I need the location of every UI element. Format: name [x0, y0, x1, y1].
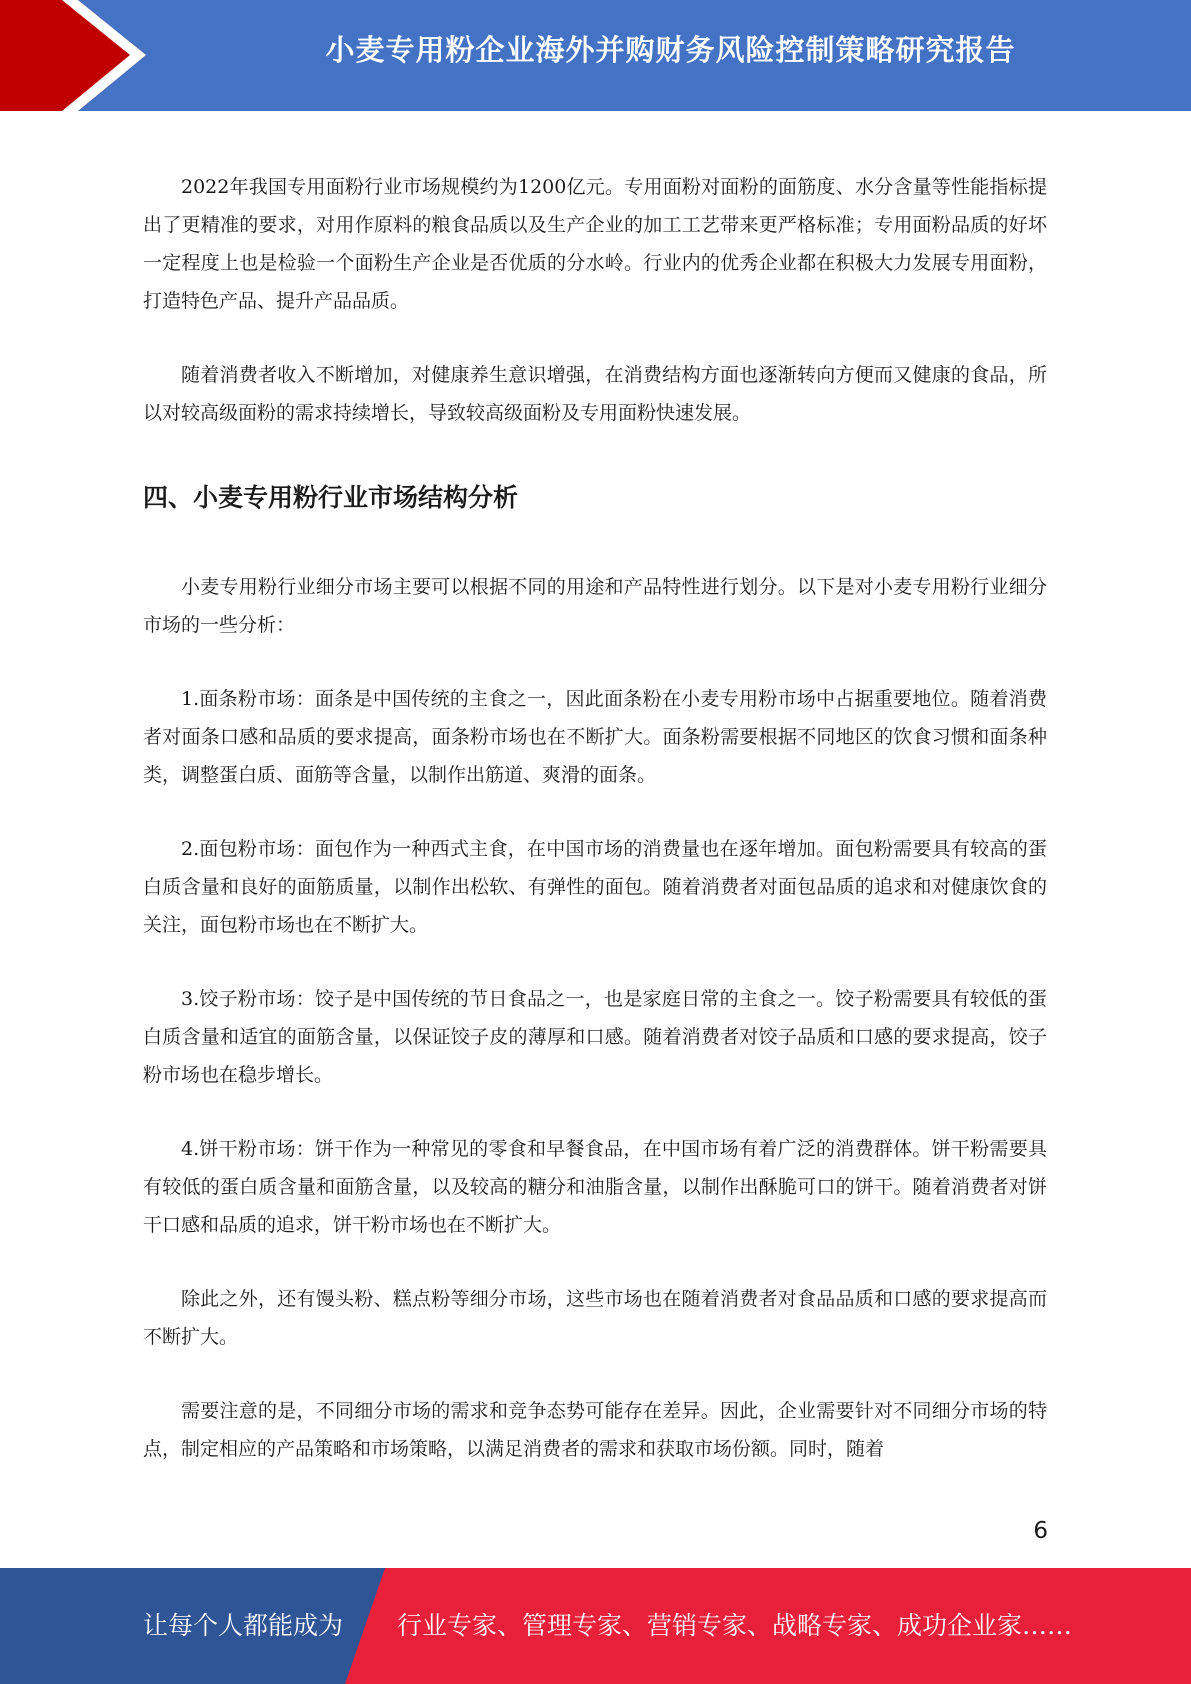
- paragraph-market-size: 2022年我国专用面粉行业市场规模约为1200亿元。专用面粉对面粉的面筋度、水分含量等性能指标提出了更精准的要求，对用作原料的粮食品质以及生产企业的加工工艺带来更严格标准；专用面粉品质的好坏一定程度上也是检验一个面粉生产企业是否优质的分水岭。行业内的优秀企业都在积极大力发展专用面粉，打造特色产品、提升产品品质。: [143, 176, 1047, 312]
- page-number: 6: [1033, 1518, 1048, 1544]
- footer-slogan-right: 行业专家、管理专家、营销专家、战略专家、成功企业家……: [397, 1611, 1073, 1640]
- paragraph-other-segments: 除此之外，还有馒头粉、糕点粉等细分市场，这些市场也在随着消费者对食品品质和口感的要求提高而不断扩大。: [143, 1288, 1047, 1348]
- paragraph-consumer-trend: 随着消费者收入不断增加，对健康养生意识增强，在消费结构方面也逐渐转向方便而又健康的食品，所以对较高级面粉的需求持续增长，导致较高级面粉及专用面粉快速发展。: [143, 364, 1047, 424]
- page-footer: [0, 1568, 1191, 1684]
- paragraph-biscuit-flour: 4.饼干粉市场：饼干作为一种常见的零食和早餐食品，在中国市场有着广泛的消费群体。饼干粉需要具有较低的蛋白质含量和面筋含量，以及较高的糖分和油脂含量，以制作出酥脆可口的饼干。随着消费者对饼干口感和品质的追求，饼干粉市场也在不断扩大。: [143, 1138, 1047, 1236]
- paragraph-segment-intro: 小麦专用粉行业细分市场主要可以根据不同的用途和产品特性进行划分。以下是对小麦专用粉行业细分市场的一些分析：: [143, 576, 1047, 636]
- page-header: [0, 0, 1191, 111]
- report-title: 小麦专用粉企业海外并购财务风险控制策略研究报告: [325, 33, 1016, 67]
- section-heading: 四、小麦专用粉行业市场结构分析: [143, 483, 519, 512]
- paragraph-noodle-flour: 1.面条粉市场：面条是中国传统的主食之一，因此面条粉在小麦专用粉市场中占据重要地位。随着消费者对面条口感和品质的要求提高，面条粉市场也在不断扩大。面条粉需要根据不同地区的饮食习惯和面条种类，调整蛋白质、面筋等含量，以制作出筋道、爽滑的面条。: [143, 688, 1047, 786]
- paragraph-note: 需要注意的是，不同细分市场的需求和竞争态势可能存在差异。因此，企业需要针对不同细分市场的特点，制定相应的产品策略和市场策略，以满足消费者的需求和获取市场份额。同时，随着: [143, 1400, 1047, 1460]
- footer-slogan-left: 让每个人都能成为: [143, 1611, 344, 1640]
- paragraph-dumpling-flour: 3.饺子粉市场：饺子是中国传统的节日食品之一，也是家庭日常的主食之一。饺子粉需要具有较低的蛋白质含量和适宜的面筋含量，以保证饺子皮的薄厚和口感。随着消费者对饺子品质和口感的要求提高，饺子粉市场也在稳步增长。: [143, 988, 1047, 1086]
- arrow-decoration-icon: [0, 0, 160, 111]
- document-body: [143, 168, 1047, 1468]
- paragraph-bread-flour: 2.面包粉市场：面包作为一种西式主食，在中国市场的消费量也在逐年增加。面包粉需要具有较高的蛋白质含量和良好的面筋质量，以制作出松软、有弹性的面包。随着消费者对面包品质的追求和对健康饮食的关注，面包粉市场也在不断扩大。: [143, 838, 1047, 936]
